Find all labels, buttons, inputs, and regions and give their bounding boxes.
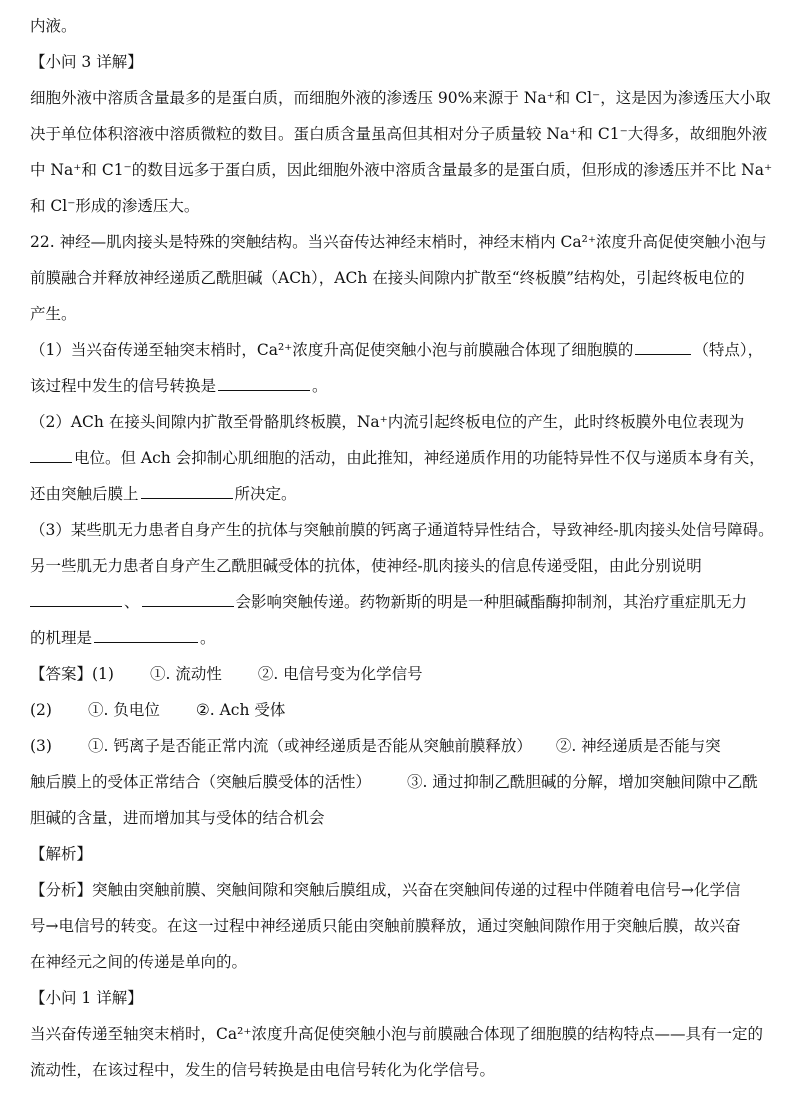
subquestion-2: （2）ACh 在接头间隙内扩散至骨骼肌终板膜，Na⁺内流引起终板电位的产生，此时终板膜外电位表现为 [30,413,745,431]
subquestion-3-cont: 的机理是 。 [30,626,776,650]
subquestion-2-cont: 电位。但 Ach 会抑制心肌细胞的活动，由此推知，神经递质作用的功能特异性不仅与递质本身有关， [30,446,776,470]
paragraph-line: 和 Cl⁻形成的渗透压大。 [30,197,200,215]
answer-blank [142,590,234,607]
detail-line: 流动性，在该过程中，发生的信号转换是由电信号转化为化学信号。 [30,1061,496,1079]
analysis-line: 【分析】突触由突触前膜、突触间隙和突触后膜组成，兴奋在突触间传递的过程中伴随着电信号→化学信 [30,881,741,899]
subquestion-1: （1）当兴奋传递至轴突末梢时，Ca²⁺浓度升高促使突触小泡与前膜融合体现了细胞膜的 （特点）， [30,338,776,362]
answer-row-3-cont: 触后膜上的受体正常结合（突触后膜受体的活性） ③. 通过抑制乙酰胆碱的分解，增加突触间隙中乙酰 [30,773,758,791]
answer-row-2: (2) ①. 负电位 ②. Ach 受体 [30,701,286,719]
answer-blank [141,482,233,499]
question-22-line: 22. 神经—肌肉接头是特殊的突触结构。当兴奋传达神经末梢时，神经末梢内 Ca²⁺浓度升高促使突触小泡与 [30,233,767,251]
text-line: 内液。 [30,17,77,35]
subquestion-1-cont: 该过程中发生的信号转换是 。 [30,374,776,398]
answer-blank [218,374,310,391]
answer-row-3: (3) ①. 钙离子是否能正常内流（或神经递质是否能从突触前膜释放） ②. 神经递质是否能与突 [30,737,721,755]
section-heading-q1: 【小问 1 详解】 [30,989,143,1007]
paragraph-line: 中 Na⁺和 C1⁻的数目远多于蛋白质，因此细胞外液中溶质含量最多的是蛋白质，但形成的渗透压并不比 Na⁺ [30,161,773,179]
subquestion-2-cont: 还由突触后膜上 所决定。 [30,482,776,506]
answer-blank [30,590,122,607]
answer-row-3-cont: 胆碱的含量，进而增加其与受体的结合机会 [30,809,325,827]
answer-row-1: 【答案】(1) ①. 流动性 ②. 电信号变为化学信号 [30,665,423,683]
answer-blank [635,338,691,355]
detail-line: 当兴奋传递至轴突末梢时，Ca²⁺浓度升高促使突触小泡与前膜融合体现了细胞膜的结构特点——具有一定的 [30,1025,763,1043]
analysis-line: 在神经元之间的传递是单向的。 [30,953,248,971]
paragraph-line: 细胞外液中溶质含量最多的是蛋白质，而细胞外液的渗透压 90%来源于 Na⁺和 Cl⁻，这是因为渗透压大小取 [30,89,771,107]
subquestion-3-cont: 、 会影响突触传递。药物新斯的明是一种胆碱酯酶抑制剂，其治疗重症肌无力 [30,590,776,614]
answer-blank [94,626,198,643]
answer-blank [30,446,72,463]
question-22-line: 产生。 [30,305,77,323]
analysis-line: 号→电信号的转变。在这一过程中神经递质只能由突触前膜释放，通过突触间隙作用于突触后膜，故兴奋 [30,917,741,935]
section-heading-q3: 【小问 3 详解】 [30,53,143,71]
subquestion-3-cont: 另一些肌无力患者自身产生乙酰胆碱受体的抗体，使神经-肌肉接头的信息传递受阻，由此分别说明 [30,557,702,575]
analysis-heading: 【解析】 [30,845,93,863]
subquestion-3: （3）某些肌无力患者自身产生的抗体与突触前膜的钙离子通道特异性结合，导致神经-肌肉接头处信号障碍。 [30,521,774,539]
paragraph-line: 决于单位体积溶液中溶质微粒的数目。蛋白质含量虽高但其相对分子质量较 Na⁺和 C1⁻大得多，故细胞外液 [30,125,768,143]
question-22-line: 前膜融合并释放神经递质乙酰胆碱（ACh），ACh 在接头间隙内扩散至“终板膜”结构处，引起终板电位的 [30,269,745,287]
